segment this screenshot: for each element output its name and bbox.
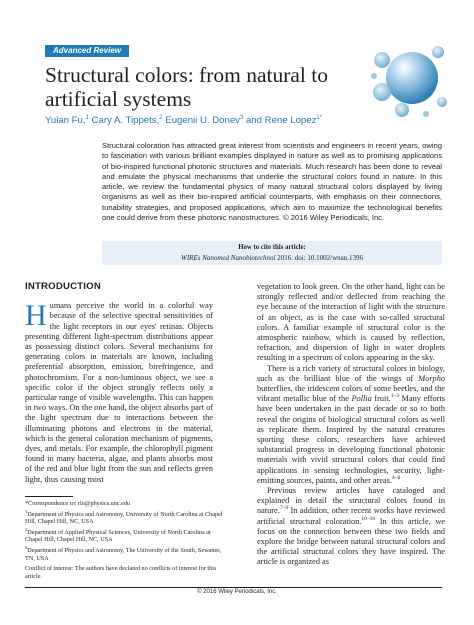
article-type-badge: Advanced Review bbox=[45, 45, 129, 57]
body-paragraph: vegetation to look green. On the other hand, light can be strongly reflected and/or deflected from reaching the eye because of the interaction of light with the structure of an object, as is the case with so-called structural colors. A familiar example of structural color is the atmospheric rainbow, which is caused by reflection, refraction, and dispersion of light in water droplets resulting in a spectrum of colors appearing in the sky. bbox=[257, 282, 445, 363]
reference-mark: 4–6 bbox=[392, 475, 401, 482]
affiliation-note bbox=[25, 508, 225, 526]
intro-paragraph bbox=[25, 301, 213, 485]
left-column bbox=[25, 282, 213, 485]
abstract: Structural coloration has attracted great interest from scientists and engineers in recent years, owing to fascination with various brilliant examples displayed in nature as well as to promising applications of bio-inspired functional photonic structures and materials. Much research has been done to reveal and emulate the physical mechanisms that underlie the structural colors found in nature. In this article, we review the fundamental physics of many natural structural colors displayed by living organisms as well as their bio-inspired artificial counterparts, with emphasis on their connections, tunability strategies, and proposed applications, which aim to maximize the technological benefits one could derive from these photonic nanostructures. © 2016 Wiley Periodicals, Inc. bbox=[102, 141, 442, 222]
affiliation-text: Department of Physics and Astronomy, The University of the South, Sewanee, TN, USA bbox=[25, 546, 222, 562]
species-name: Pollia bbox=[351, 394, 372, 404]
affiliation-mark: 1 bbox=[25, 508, 28, 514]
affiliation-text: Department of Physics and Astronomy, University of North Carolina at Chapel Hill, Chapel Hill, NC, USA bbox=[25, 510, 223, 526]
correspondence-note: *Correspondence to: rln@physics.unc.edu bbox=[25, 500, 131, 507]
author-name: Eugenii U. Donev bbox=[162, 115, 240, 127]
affiliation-mark: 3 bbox=[25, 544, 28, 550]
affiliation-mark: 3 bbox=[239, 115, 244, 121]
body-text: In this article, we focus on the connection between these two fields and explore the bridge between natural structural colors and the artificial structural colors they have inspired. The article is organized as bbox=[257, 516, 445, 567]
footnotes bbox=[25, 496, 225, 583]
citation-journal: WIREs Nanomed Nanobiotechnol bbox=[181, 254, 276, 262]
body-text: In addition, other recent works have reviewed artificial structural coloration. bbox=[257, 506, 445, 526]
affiliation-mark: 1* bbox=[316, 115, 323, 121]
drop-cap: H bbox=[25, 299, 47, 333]
author-name: Yulan Fu, bbox=[45, 115, 86, 127]
author-list bbox=[45, 115, 385, 126]
body-text: There is a rich variety of structural colors in biology, such as the brilliant blue of the wings of bbox=[257, 363, 445, 383]
species-name: Morpho bbox=[418, 373, 445, 383]
reference-mark: 10–16 bbox=[361, 515, 376, 522]
right-column bbox=[257, 282, 445, 568]
affiliation-mark: 2 bbox=[159, 115, 163, 121]
reference-mark: 7–9 bbox=[279, 505, 289, 512]
affiliation-note bbox=[25, 526, 225, 544]
citation-heading: How to cite this article: bbox=[238, 244, 306, 251]
conflict-note: Conflict of interest: The authors have declared no conflicts of interest for this article. bbox=[25, 565, 217, 580]
body-paragraph bbox=[257, 486, 445, 568]
footnote-rule bbox=[25, 496, 73, 497]
affiliation-note bbox=[25, 544, 225, 562]
reference-mark: 1–3 bbox=[390, 393, 399, 400]
body-paragraph bbox=[257, 364, 445, 486]
article-title: Structural colors: from natural to artificial systems bbox=[45, 63, 329, 111]
affiliation-mark: 2 bbox=[25, 526, 28, 532]
citation-box bbox=[102, 241, 442, 265]
footer-rule bbox=[25, 587, 442, 588]
affiliation-mark: 1 bbox=[85, 115, 89, 121]
body-text: butterflies, the iridescent colors of some beetles, and the vibrant metallic blue of the bbox=[257, 384, 445, 404]
body-text: Previous review articles have cataloged and explained in detail the structural colors found in nature. bbox=[257, 486, 445, 516]
body-text: Many efforts have been undertaken in the past decade or so to both reveal the origins of biological structural colors as well as replicate them. Inspired by the natural creatures sporting these colors, researchers have achieved substantial progress in developing functional photonic materials with vivid structural colors that could find applications in sensing technologies, security, light-emitting sources, paints, and other areas. bbox=[257, 394, 445, 485]
wires-bubbles-logo bbox=[368, 40, 450, 122]
page-footer: © 2016 Wiley Periodicals, Inc. bbox=[197, 589, 277, 595]
section-heading: INTRODUCTION bbox=[25, 281, 101, 292]
body-text: fruit. bbox=[371, 394, 391, 404]
citation-doi: 2016. doi: 10.1002/wnan.1396 bbox=[275, 254, 363, 262]
affiliation-text: Department of Applied Physical Sciences, University of North Carolina at Chapel Hill, Chapel Hill, NC, USA bbox=[25, 528, 211, 544]
citation-text bbox=[102, 253, 442, 263]
author-name: Cary A. Tippets, bbox=[88, 115, 160, 127]
intro-text: umans perceive the world in a colorful way because of the selective spectral sensitivities of the light receptors in our eyes' retinas. Objects presenting different light-spectrum distributions appear as possessing distinct colors. Several mechanisms for generating colors in materials are known, including preferential absorption, emission, birefringence, and photochromism. For a non-luminous object, we see a specific color if the object strongly reflects only a particular range of visible wavelengths. This can happen in two ways. On the one hand, the object absorbs part of the light spectrum due to interactions between the illuminating photons and electrons in the material, which is the general coloration mechanism of pigments, dyes, and metals. For example, the chlorophyll pigment found in many bacteria, algae, and plants absorbs most of the red and blue light from the sun and reflects green light, thus causing most bbox=[25, 301, 213, 484]
author-name: and Rene Lopez bbox=[243, 115, 317, 127]
